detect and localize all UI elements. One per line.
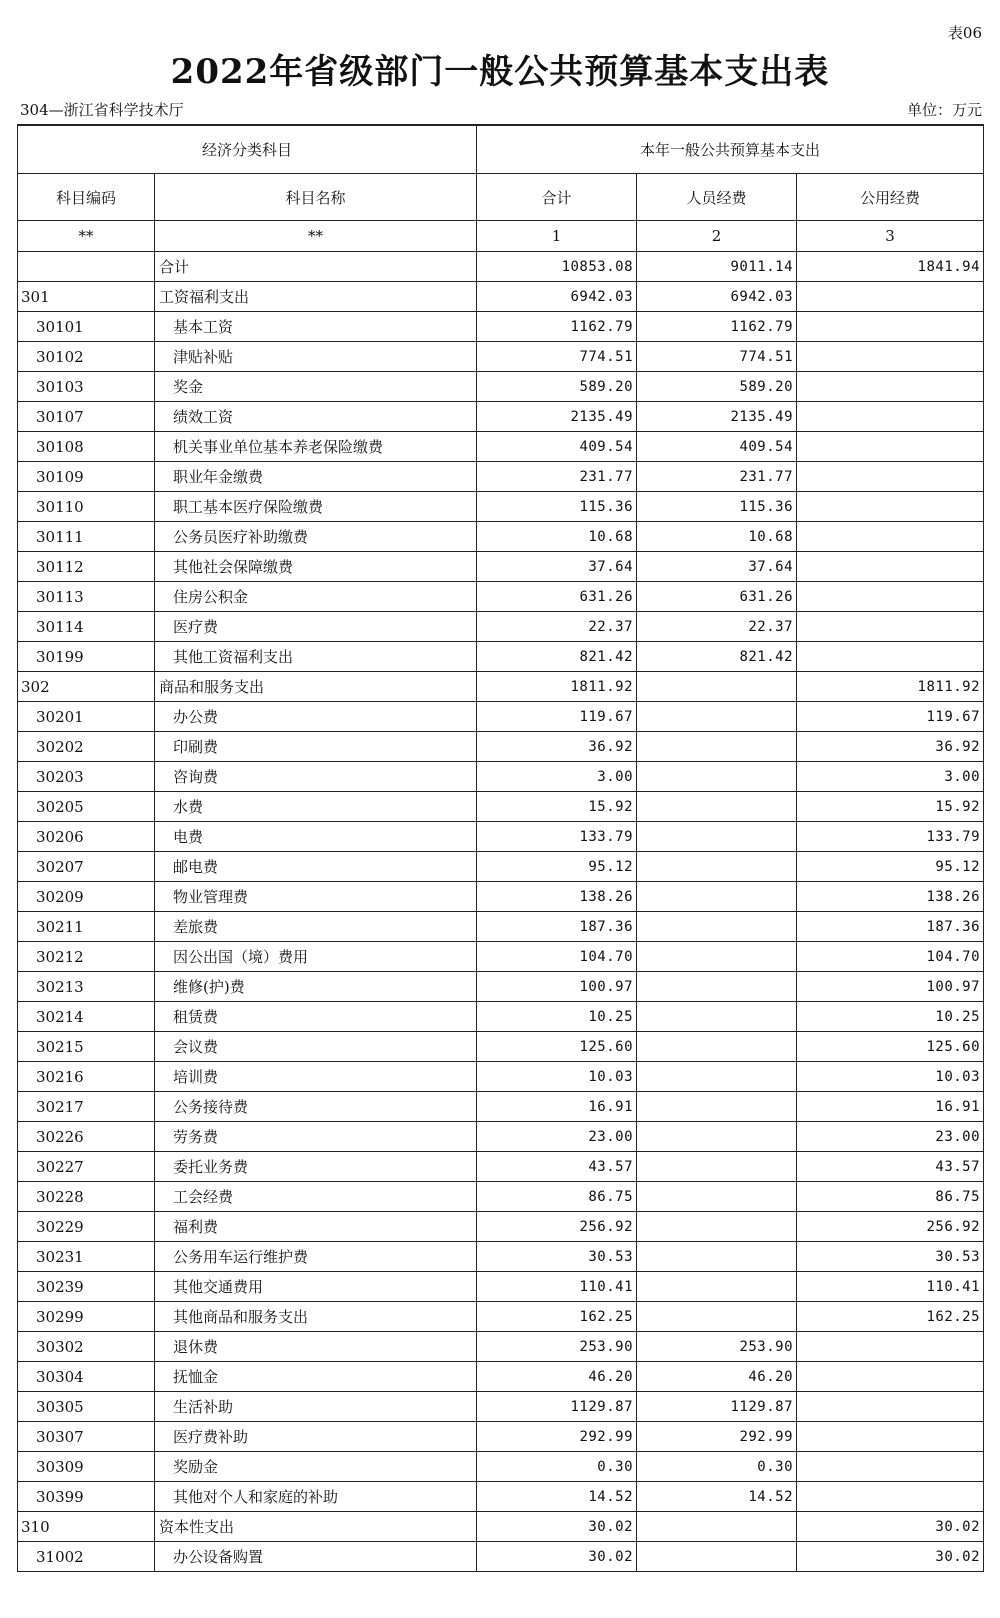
cell-code: 30101 xyxy=(18,312,155,342)
cell-name: 租赁费 xyxy=(155,1002,477,1032)
cell-total: 3.00 xyxy=(477,762,637,792)
cell-public: 187.36 xyxy=(797,912,984,942)
cell-personnel xyxy=(637,762,797,792)
cell-code: 30203 xyxy=(18,762,155,792)
cell-total: 22.37 xyxy=(477,612,637,642)
table-row xyxy=(18,942,984,972)
cell-public: 43.57 xyxy=(797,1152,984,1182)
cell-name: 培训费 xyxy=(155,1062,477,1092)
cell-public xyxy=(797,1362,984,1392)
table-row xyxy=(18,282,984,312)
table-row xyxy=(18,732,984,762)
cell-public: 30.02 xyxy=(797,1542,984,1572)
cell-name: 奖金 xyxy=(155,372,477,402)
cell-name: 公务用车运行维护费 xyxy=(155,1242,477,1272)
cell-name: 印刷费 xyxy=(155,732,477,762)
cell-code: 30206 xyxy=(18,822,155,852)
table-row xyxy=(18,462,984,492)
cell-total: 115.36 xyxy=(477,492,637,522)
table-row xyxy=(18,792,984,822)
table-row xyxy=(18,882,984,912)
cell-code: 30399 xyxy=(18,1482,155,1512)
cell-personnel xyxy=(637,942,797,972)
cell-name: 差旅费 xyxy=(155,912,477,942)
cell-code: 30111 xyxy=(18,522,155,552)
cell-public: 36.92 xyxy=(797,732,984,762)
table-row xyxy=(18,582,984,612)
cell-public: 1841.94 xyxy=(797,252,984,282)
cell-personnel xyxy=(637,1062,797,1092)
index-total: 1 xyxy=(477,221,637,252)
cell-name: 商品和服务支出 xyxy=(155,672,477,702)
table-row xyxy=(18,702,984,732)
table-row xyxy=(18,1542,984,1572)
cell-public: 16.91 xyxy=(797,1092,984,1122)
cell-code: 30216 xyxy=(18,1062,155,1092)
index-code: ** xyxy=(18,221,155,252)
cell-total: 821.42 xyxy=(477,642,637,672)
cell-public xyxy=(797,342,984,372)
cell-public: 133.79 xyxy=(797,822,984,852)
cell-public: 100.97 xyxy=(797,972,984,1002)
cell-name: 水费 xyxy=(155,792,477,822)
cell-personnel: 1162.79 xyxy=(637,312,797,342)
table-row xyxy=(18,1482,984,1512)
cell-name: 医疗费 xyxy=(155,612,477,642)
table-row xyxy=(18,1152,984,1182)
cell-personnel: 14.52 xyxy=(637,1482,797,1512)
cell-personnel xyxy=(637,1122,797,1152)
cell-code: 30215 xyxy=(18,1032,155,1062)
cell-public xyxy=(797,432,984,462)
header-name: 科目名称 xyxy=(155,174,477,221)
cell-name: 合计 xyxy=(155,252,477,282)
cell-code: 30213 xyxy=(18,972,155,1002)
cell-name: 职工基本医疗保险缴费 xyxy=(155,492,477,522)
cell-code: 30229 xyxy=(18,1212,155,1242)
cell-name: 工会经费 xyxy=(155,1182,477,1212)
cell-public xyxy=(797,282,984,312)
cell-total: 37.64 xyxy=(477,552,637,582)
cell-total: 6942.03 xyxy=(477,282,637,312)
cell-public: 110.41 xyxy=(797,1272,984,1302)
cell-total: 2135.49 xyxy=(477,402,637,432)
cell-personnel: 1129.87 xyxy=(637,1392,797,1422)
cell-public xyxy=(797,312,984,342)
cell-total: 30.02 xyxy=(477,1542,637,1572)
cell-personnel xyxy=(637,1092,797,1122)
table-row xyxy=(18,1422,984,1452)
cell-personnel: 46.20 xyxy=(637,1362,797,1392)
header-code: 科目编码 xyxy=(18,174,155,221)
cell-name: 因公出国（境）费用 xyxy=(155,942,477,972)
cell-public: 10.25 xyxy=(797,1002,984,1032)
cell-personnel xyxy=(637,672,797,702)
cell-public: 30.53 xyxy=(797,1242,984,1272)
cell-personnel: 231.77 xyxy=(637,462,797,492)
cell-total: 631.26 xyxy=(477,582,637,612)
table-row xyxy=(18,1242,984,1272)
cell-personnel xyxy=(637,882,797,912)
cell-total: 15.92 xyxy=(477,792,637,822)
cell-name: 办公设备购置 xyxy=(155,1542,477,1572)
table-row xyxy=(18,312,984,342)
cell-code: 30307 xyxy=(18,1422,155,1452)
cell-public xyxy=(797,1332,984,1362)
cell-public xyxy=(797,612,984,642)
cell-public xyxy=(797,582,984,612)
cell-name: 公务员医疗补助缴费 xyxy=(155,522,477,552)
cell-name: 资本性支出 xyxy=(155,1512,477,1542)
cell-public: 3.00 xyxy=(797,762,984,792)
cell-total: 30.02 xyxy=(477,1512,637,1542)
cell-code: 30304 xyxy=(18,1362,155,1392)
cell-code: 310 xyxy=(18,1512,155,1542)
cell-code: 30102 xyxy=(18,342,155,372)
cell-total: 125.60 xyxy=(477,1032,637,1062)
cell-public: 30.02 xyxy=(797,1512,984,1542)
cell-code: 30226 xyxy=(18,1122,155,1152)
budget-table xyxy=(17,124,984,1572)
header-basic-expenditure: 本年一般公共预算基本支出 xyxy=(477,125,984,174)
cell-public xyxy=(797,1452,984,1482)
cell-public xyxy=(797,402,984,432)
cell-public: 162.25 xyxy=(797,1302,984,1332)
cell-personnel xyxy=(637,732,797,762)
header-total: 合计 xyxy=(477,174,637,221)
cell-total: 14.52 xyxy=(477,1482,637,1512)
cell-name: 工资福利支出 xyxy=(155,282,477,312)
cell-personnel xyxy=(637,1512,797,1542)
cell-personnel xyxy=(637,1542,797,1572)
cell-total: 774.51 xyxy=(477,342,637,372)
table-row xyxy=(18,1452,984,1482)
cell-public xyxy=(797,372,984,402)
cell-total: 104.70 xyxy=(477,942,637,972)
cell-public xyxy=(797,492,984,522)
cell-code: 30201 xyxy=(18,702,155,732)
cell-code: 30211 xyxy=(18,912,155,942)
table-row xyxy=(18,1272,984,1302)
cell-name: 津贴补贴 xyxy=(155,342,477,372)
cell-code: 30109 xyxy=(18,462,155,492)
cell-public: 138.26 xyxy=(797,882,984,912)
table-row xyxy=(18,1212,984,1242)
cell-public xyxy=(797,1482,984,1512)
cell-personnel: 115.36 xyxy=(637,492,797,522)
table-row xyxy=(18,402,984,432)
cell-personnel xyxy=(637,792,797,822)
cell-code: 30112 xyxy=(18,552,155,582)
table-row xyxy=(18,492,984,522)
table-row xyxy=(18,1122,984,1152)
cell-personnel: 0.30 xyxy=(637,1452,797,1482)
cell-public xyxy=(797,1392,984,1422)
table-row xyxy=(18,522,984,552)
cell-total: 16.91 xyxy=(477,1092,637,1122)
cell-personnel: 10.68 xyxy=(637,522,797,552)
cell-total: 95.12 xyxy=(477,852,637,882)
cell-code: 30110 xyxy=(18,492,155,522)
cell-name: 绩效工资 xyxy=(155,402,477,432)
header-economic-category: 经济分类科目 xyxy=(18,125,477,174)
table-row xyxy=(18,552,984,582)
header-personnel: 人员经费 xyxy=(637,174,797,221)
cell-total: 100.97 xyxy=(477,972,637,1002)
index-name: ** xyxy=(155,221,477,252)
index-personnel: 2 xyxy=(637,221,797,252)
cell-personnel xyxy=(637,822,797,852)
cell-personnel xyxy=(637,1182,797,1212)
table-row xyxy=(18,612,984,642)
cell-code: 302 xyxy=(18,672,155,702)
table-row xyxy=(18,642,984,672)
table-row xyxy=(18,1362,984,1392)
cell-name: 会议费 xyxy=(155,1032,477,1062)
cell-code: 30228 xyxy=(18,1182,155,1212)
table-row xyxy=(18,1002,984,1032)
cell-name: 基本工资 xyxy=(155,312,477,342)
cell-total: 162.25 xyxy=(477,1302,637,1332)
cell-name: 公务接待费 xyxy=(155,1092,477,1122)
table-row xyxy=(18,1332,984,1362)
table-row xyxy=(18,432,984,462)
table-row xyxy=(18,1512,984,1542)
cell-personnel xyxy=(637,1032,797,1062)
cell-code: 30209 xyxy=(18,882,155,912)
cell-name: 劳务费 xyxy=(155,1122,477,1152)
cell-code: 30202 xyxy=(18,732,155,762)
cell-personnel xyxy=(637,702,797,732)
cell-code: 30309 xyxy=(18,1452,155,1482)
cell-public: 15.92 xyxy=(797,792,984,822)
cell-name: 办公费 xyxy=(155,702,477,732)
cell-code: 30217 xyxy=(18,1092,155,1122)
cell-name: 住房公积金 xyxy=(155,582,477,612)
table-row xyxy=(18,1062,984,1092)
cell-name: 福利费 xyxy=(155,1212,477,1242)
cell-name: 其他交通费用 xyxy=(155,1272,477,1302)
table-row xyxy=(18,672,984,702)
table-row xyxy=(18,822,984,852)
header-public: 公用经费 xyxy=(797,174,984,221)
table-body xyxy=(18,252,984,1572)
cell-total: 119.67 xyxy=(477,702,637,732)
table-row xyxy=(18,1392,984,1422)
table-row xyxy=(18,372,984,402)
cell-personnel: 589.20 xyxy=(637,372,797,402)
cell-code: 30113 xyxy=(18,582,155,612)
cell-total: 10.68 xyxy=(477,522,637,552)
cell-public: 10.03 xyxy=(797,1062,984,1092)
cell-public: 119.67 xyxy=(797,702,984,732)
cell-total: 10853.08 xyxy=(477,252,637,282)
cell-total: 10.03 xyxy=(477,1062,637,1092)
cell-personnel: 2135.49 xyxy=(637,402,797,432)
table-row xyxy=(18,972,984,1002)
cell-code: 30108 xyxy=(18,432,155,462)
cell-total: 1129.87 xyxy=(477,1392,637,1422)
cell-total: 231.77 xyxy=(477,462,637,492)
cell-code: 31002 xyxy=(18,1542,155,1572)
cell-personnel: 9011.14 xyxy=(637,252,797,282)
cell-personnel: 631.26 xyxy=(637,582,797,612)
cell-personnel: 292.99 xyxy=(637,1422,797,1452)
table-row xyxy=(18,342,984,372)
cell-name: 其他对个人和家庭的补助 xyxy=(155,1482,477,1512)
cell-total: 256.92 xyxy=(477,1212,637,1242)
cell-name: 生活补助 xyxy=(155,1392,477,1422)
cell-personnel: 6942.03 xyxy=(637,282,797,312)
cell-personnel: 409.54 xyxy=(637,432,797,462)
cell-personnel xyxy=(637,1152,797,1182)
cell-total: 46.20 xyxy=(477,1362,637,1392)
cell-name: 咨询费 xyxy=(155,762,477,792)
cell-code: 30207 xyxy=(18,852,155,882)
cell-total: 133.79 xyxy=(477,822,637,852)
cell-total: 86.75 xyxy=(477,1182,637,1212)
cell-public xyxy=(797,642,984,672)
cell-name: 职业年金缴费 xyxy=(155,462,477,492)
cell-total: 36.92 xyxy=(477,732,637,762)
cell-total: 187.36 xyxy=(477,912,637,942)
cell-total: 409.54 xyxy=(477,432,637,462)
table-row xyxy=(18,252,984,282)
cell-code: 30305 xyxy=(18,1392,155,1422)
cell-name: 物业管理费 xyxy=(155,882,477,912)
table-row xyxy=(18,912,984,942)
cell-total: 0.30 xyxy=(477,1452,637,1482)
cell-name: 其他社会保障缴费 xyxy=(155,552,477,582)
table-row xyxy=(18,1182,984,1212)
cell-public xyxy=(797,1422,984,1452)
department-label: 304—浙江省科学技术厅 xyxy=(20,101,184,119)
cell-total: 23.00 xyxy=(477,1122,637,1152)
cell-personnel xyxy=(637,1272,797,1302)
cell-total: 589.20 xyxy=(477,372,637,402)
cell-name: 奖励金 xyxy=(155,1452,477,1482)
cell-code: 30214 xyxy=(18,1002,155,1032)
cell-total: 30.53 xyxy=(477,1242,637,1272)
unit-label: 单位：万元 xyxy=(906,101,982,119)
table-row xyxy=(18,762,984,792)
cell-public: 256.92 xyxy=(797,1212,984,1242)
cell-personnel: 821.42 xyxy=(637,642,797,672)
cell-public: 86.75 xyxy=(797,1182,984,1212)
cell-name: 其他商品和服务支出 xyxy=(155,1302,477,1332)
cell-name: 电费 xyxy=(155,822,477,852)
cell-code: 30107 xyxy=(18,402,155,432)
cell-public xyxy=(797,462,984,492)
cell-code: 30212 xyxy=(18,942,155,972)
cell-code: 30239 xyxy=(18,1272,155,1302)
cell-total: 1162.79 xyxy=(477,312,637,342)
cell-total: 110.41 xyxy=(477,1272,637,1302)
cell-code: 30199 xyxy=(18,642,155,672)
cell-personnel: 37.64 xyxy=(637,552,797,582)
table-number: 表06 xyxy=(947,24,982,42)
cell-code xyxy=(18,252,155,282)
cell-public: 104.70 xyxy=(797,942,984,972)
cell-public: 125.60 xyxy=(797,1032,984,1062)
cell-total: 292.99 xyxy=(477,1422,637,1452)
cell-total: 253.90 xyxy=(477,1332,637,1362)
cell-public: 1811.92 xyxy=(797,672,984,702)
cell-code: 30227 xyxy=(18,1152,155,1182)
cell-total: 10.25 xyxy=(477,1002,637,1032)
cell-name: 机关事业单位基本养老保险缴费 xyxy=(155,432,477,462)
cell-code: 30299 xyxy=(18,1302,155,1332)
cell-total: 1811.92 xyxy=(477,672,637,702)
cell-name: 医疗费补助 xyxy=(155,1422,477,1452)
cell-name: 邮电费 xyxy=(155,852,477,882)
cell-code: 30302 xyxy=(18,1332,155,1362)
cell-personnel xyxy=(637,912,797,942)
index-public: 3 xyxy=(797,221,984,252)
cell-code: 30103 xyxy=(18,372,155,402)
page-title: 2022年省级部门一般公共预算基本支出表 xyxy=(170,52,830,92)
cell-public: 23.00 xyxy=(797,1122,984,1152)
table-row xyxy=(18,1092,984,1122)
cell-public xyxy=(797,552,984,582)
cell-code: 30231 xyxy=(18,1242,155,1272)
cell-personnel xyxy=(637,1242,797,1272)
cell-public: 95.12 xyxy=(797,852,984,882)
cell-personnel xyxy=(637,972,797,1002)
cell-name: 委托业务费 xyxy=(155,1152,477,1182)
cell-name: 其他工资福利支出 xyxy=(155,642,477,672)
table-row xyxy=(18,852,984,882)
cell-total: 138.26 xyxy=(477,882,637,912)
cell-public xyxy=(797,522,984,552)
cell-personnel xyxy=(637,1002,797,1032)
cell-personnel xyxy=(637,1212,797,1242)
cell-name: 退休费 xyxy=(155,1332,477,1362)
table-row xyxy=(18,1032,984,1062)
cell-personnel xyxy=(637,852,797,882)
cell-personnel xyxy=(637,1302,797,1332)
cell-personnel: 774.51 xyxy=(637,342,797,372)
cell-name: 维修(护)费 xyxy=(155,972,477,1002)
table-row xyxy=(18,1302,984,1332)
cell-code: 30205 xyxy=(18,792,155,822)
cell-personnel: 22.37 xyxy=(637,612,797,642)
cell-personnel: 253.90 xyxy=(637,1332,797,1362)
cell-code: 301 xyxy=(18,282,155,312)
cell-code: 30114 xyxy=(18,612,155,642)
cell-total: 43.57 xyxy=(477,1152,637,1182)
cell-name: 抚恤金 xyxy=(155,1362,477,1392)
